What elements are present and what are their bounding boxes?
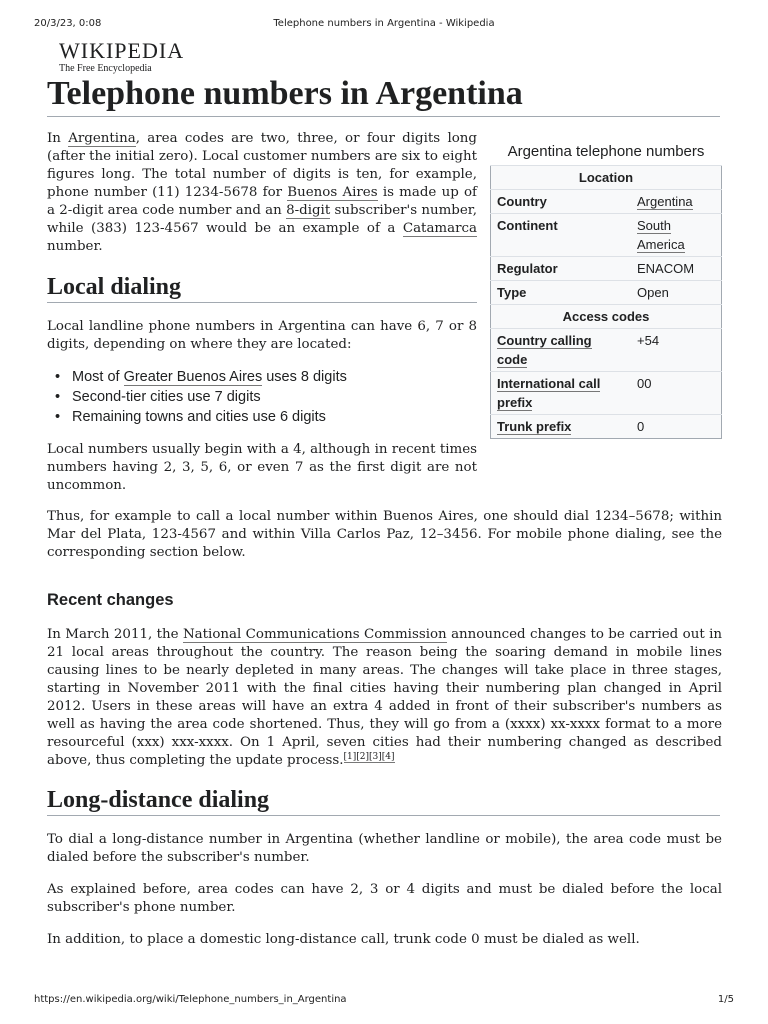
- infobox-label: Type: [491, 281, 632, 305]
- paragraph-text: announced changes to be carried out in 21 local areas throughout the country. The reason being the soaring demand in mobile lines causing lines to be nearly depleted in many areas. The changes will take place in three stages, starting in November 2011 with the final cities having their numbering plan changed in April 2012. Users in these areas will have an extra 4 added in front of their subscriber's numbers as well as having the area code shortened. Thus, they will go from a (xxxx) xx-xxxx format to a more resourceful (xxx) xxx-xxxx. On 1 April, seven cities had their numbering changed as described above, thus completing the update process.: [47, 627, 722, 768]
- link-buenos-aires[interactable]: Buenos Aires: [287, 185, 378, 200]
- logo-wordmark: WIKIPEDIA: [59, 38, 185, 63]
- local-paragraph-3: Thus, for example to call a local number within Buenos Aires, one should dial 1234–5678; within Mar del Plata, 123-4567 and within Villa Carlos Paz, 12–3456. For mobile phone dialing, see the corresponding section below.: [47, 509, 722, 560]
- infobox-row: [491, 257, 722, 281]
- heading-local-dialing: Local dialing: [47, 272, 477, 303]
- infobox-row: [491, 415, 722, 439]
- infobox-value: Open: [631, 281, 722, 305]
- infobox-value: +54: [631, 329, 722, 372]
- heading-recent-changes: Recent changes: [47, 591, 174, 609]
- heading-long-distance-dialing: Long-distance dialing: [47, 785, 720, 816]
- link-8-digit[interactable]: 8-digit: [286, 203, 331, 218]
- intro-text: is made up of a 2-digit area code number and an: [47, 185, 477, 218]
- paragraph-text: In March 2011, the: [47, 627, 183, 642]
- long-distance-paragraph-2: As explained before, area codes can have 2, 3 or 4 digits and must be dialed before the local subscriber's phone number.: [47, 882, 722, 915]
- infobox-row: [491, 190, 722, 214]
- link-country-calling-code[interactable]: Country calling code: [497, 333, 592, 367]
- long-distance-paragraph-3: In addition, to place a domestic long-distance call, trunk code 0 must be dialed as well.: [47, 932, 640, 947]
- intro-text: , area codes are two, three, or four digits long (after the initial zero). Local customer numbers are six to eight figures long. The total number of digits is ten, for example, phone number (11) 1234-5678 for: [47, 131, 478, 200]
- print-datetime: 20/3/23, 0:08: [34, 18, 102, 29]
- list-item: • Remaining towns and cities use 6 digits: [55, 407, 347, 427]
- print-header: [0, 0, 768, 29]
- link-argentina-infobox[interactable]: Argentina: [637, 194, 693, 209]
- print-page-number: 1/5: [717, 994, 734, 1005]
- local-digits-list: [55, 367, 347, 427]
- infobox-value: 0: [631, 415, 722, 439]
- infobox-label: Regulator: [491, 257, 632, 281]
- list-item: • Second-tier cities use 7 digits: [55, 387, 347, 407]
- infobox-value: ENACOM: [631, 257, 722, 281]
- infobox-table: [490, 165, 722, 439]
- link-argentina[interactable]: Argentina: [68, 131, 136, 146]
- infobox-section-location: Location: [491, 166, 722, 190]
- print-url: https://en.wikipedia.org/wiki/Telephone_numbers_in_Argentina: [34, 994, 347, 1005]
- infobox-section-access-codes: Access codes: [491, 305, 722, 329]
- intro-paragraph: [47, 130, 477, 256]
- wikipedia-logo[interactable]: [59, 40, 184, 75]
- recent-changes-paragraph: [47, 626, 722, 770]
- long-distance-paragraph-1: To dial a long-distance number in Argentina (whether landline or mobile), the area code must be dialed before the subscriber's number.: [47, 832, 722, 865]
- link-trunk-prefix[interactable]: Trunk prefix: [497, 419, 572, 434]
- infobox-label: Country: [491, 190, 632, 214]
- infobox-label: Continent: [491, 214, 632, 257]
- reference-links[interactable]: [1][2][3][4]: [343, 751, 395, 762]
- intro-text: subscriber's number, while (383) 123-4567 would be an example of a: [47, 203, 477, 236]
- infobox-caption: Argentina telephone numbers: [507, 143, 705, 160]
- logo-tagline: The Free Encyclopedia: [59, 63, 152, 74]
- local-paragraph-2: Local numbers usually begin with a 4, although in recent times numbers having 2, 3, 5, 6, or even 7 as the first digit are not uncommon.: [47, 442, 477, 493]
- list-item-text: Most of: [72, 369, 124, 385]
- infobox: [490, 140, 722, 439]
- link-catamarca[interactable]: Catamarca: [402, 221, 477, 236]
- intro-text: In: [47, 131, 69, 146]
- infobox-row: [491, 214, 722, 257]
- link-international-call-prefix[interactable]: International call prefix: [497, 376, 601, 410]
- infobox-row: [491, 372, 722, 415]
- local-paragraph-1: Local landline phone numbers in Argentina can have 6, 7 or 8 digits, depending on where they are located:: [47, 319, 477, 352]
- link-greater-buenos-aires[interactable]: Greater Buenos Aires: [123, 369, 263, 385]
- link-south-america[interactable]: South America: [637, 218, 685, 252]
- print-title: Telephone numbers in Argentina - Wikipedia: [273, 18, 495, 29]
- intro-text: number.: [47, 239, 103, 254]
- page-title: Telephone numbers in Argentina: [47, 72, 720, 117]
- list-item: [55, 367, 347, 387]
- list-item-text: uses 8 digits: [262, 369, 347, 385]
- infobox-value: 00: [631, 372, 722, 415]
- print-footer: [0, 994, 768, 1024]
- infobox-row: [491, 281, 722, 305]
- link-national-communications-commission[interactable]: National Communications Commission: [182, 627, 447, 642]
- infobox-row: [491, 329, 722, 372]
